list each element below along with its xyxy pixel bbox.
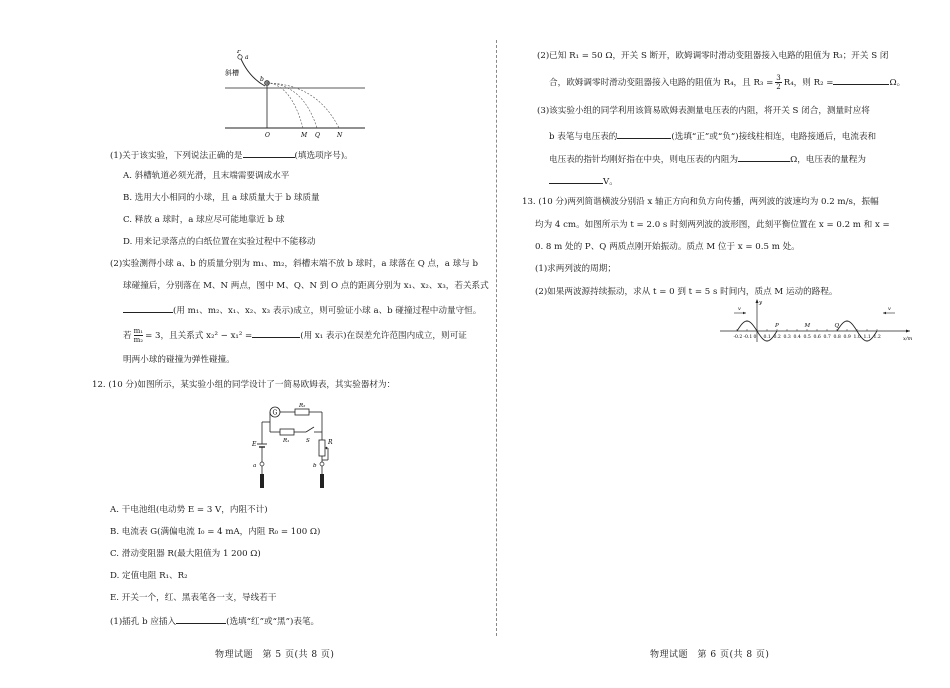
q11-part2-line5: 明两小球的碰撞为弹性碰撞。 (123, 355, 235, 365)
label-M: M (301, 132, 308, 139)
x-tick-label: -0.2 (733, 335, 743, 340)
x-tick-label: 0 (753, 335, 757, 340)
page-footer-right: 物理试题 第 6 页(共 8 页) (650, 650, 770, 660)
q11-option-c: C. 释放 a 球时，a 球应尽可能地靠近 b 球 (123, 215, 285, 225)
q11-part1-stem: (1)关于该实验，下列说法正确的是 (填选项序号)。 (110, 148, 353, 161)
right-page (500, 0, 950, 688)
q11-part2-line4: 若 $\frac{\text{m₁}}{\text{m₂}}$ = 3，且关系式 x₂² − x₁² = (用 x₁ 表示)在误差允许范围内成立，则可证 (123, 327, 467, 344)
q12-part1: (1)插孔 b 应插入 (选填“红”或“黑”)表笔。 (110, 614, 319, 627)
galvanometer-label: G (272, 409, 278, 417)
x-tick-label: 0.4 (793, 335, 801, 340)
q12-option-d: D. 定值电阻 R₁、R₂ (110, 571, 188, 581)
x-tick-label: 0.6 (813, 335, 821, 340)
q11-part2-line1: (2)实验测得小球 a、b 的质量分别为 m₁、m₂，斜槽末端不放 b 球时，a 球落在 Q 点，a 球与 b (110, 259, 479, 269)
answer-blank[interactable] (833, 75, 889, 85)
label-Q: Q (315, 132, 320, 139)
label-P: P (237, 50, 242, 55)
x-tick-label: 0.3 (783, 335, 791, 340)
x-axis-ticks (734, 329, 881, 340)
q13-part2: (2)如果两波源持续振动，求从 t = 0 到 t = 5 s 时间内，质点 M 运动的路程。 (535, 287, 838, 297)
mass-ratio-fraction: $\frac{\text{m₁}}{\text{m₂}}$ (133, 327, 144, 344)
answer-blank[interactable] (243, 148, 295, 158)
velocity-label-right: v (888, 306, 891, 312)
velocity-label-left: v (738, 306, 741, 312)
q11-option-b: B. 选用大小相同的小球，且 a 球质量大于 b 球质量 (123, 193, 320, 203)
ratio-fraction: $\frac{3}{2}$ (776, 74, 781, 91)
label-N: N (337, 132, 343, 139)
q12-part2-line2: 合，欧姆调零时滑动变阻器接入电路的阻值为 R₄，且 R₃ = $\frac{3}{2}$ R₄，则 R₂ = Ω。 (549, 74, 906, 91)
x-tick-label: 0.9 (843, 335, 851, 340)
q12-part3-line4: V。 (549, 174, 618, 187)
x-tick-label: 1.2 (873, 335, 881, 340)
rheostat-label: R (328, 439, 333, 446)
q12-part2-line1: (2)已知 R₁ = 50 Ω，开关 S 断开，欧姆调零时滑动变阻器接入电路的阻值为 R₃；开关 S 闭 (537, 51, 889, 61)
wave-diagram (720, 296, 915, 346)
x-tick-label: -0.1 (743, 335, 753, 340)
x-tick-label: 1.0 (853, 335, 861, 340)
q12-option-c: C. 滑动变阻器 R(最大阻值为 1 200 Ω) (110, 549, 261, 559)
r1-label: R₁ (283, 438, 290, 444)
battery-label: E (252, 441, 257, 448)
answer-blank[interactable] (176, 614, 226, 624)
answer-blank[interactable] (123, 303, 173, 313)
terminal-a-label: a (253, 463, 257, 469)
x-tick-label: 0.5 (803, 335, 811, 340)
x-tick-label: 0.7 (823, 335, 831, 340)
q12-stem: 12. (10 分)如图所示，某实验小组的同学设计了一简易欧姆表，其实验器材为： (92, 380, 396, 390)
switch-label: S (306, 438, 310, 444)
q12-part3-line1: (3)该实验小组的同学利用该简易欧姆表测量电压表的内阻，将开关 S 闭合，测量时应将 (537, 106, 870, 116)
label-a: a (245, 54, 249, 61)
ohmmeter-circuit (250, 400, 350, 492)
x-tick-label: 0.2 (773, 335, 781, 340)
x-tick-label: 0.1 (763, 335, 771, 340)
label-chute: 斜槽 (225, 69, 239, 77)
label-b: b (260, 76, 264, 83)
r2-label: R₂ (299, 403, 306, 409)
x-axis-unit: x/m (903, 336, 913, 342)
q12-option-a: A. 干电池组(电动势 E = 3 V，内阻不计) (110, 505, 268, 515)
q11-part2-line3: (用 m₁、m₂、x₁、x₂、x₃ 表示)成立，则可验证小球 a、b 碰撞过程中动量守恒。 (123, 303, 481, 316)
point-Q-label: Q (834, 323, 840, 329)
terminal-b-label: b (313, 463, 317, 469)
answer-blank[interactable] (738, 152, 790, 162)
x-tick-label: 0.8 (833, 335, 841, 340)
q12-part3-line3: 电压表的指针均刚好指在中央，则电压表的内阻为 Ω，电压表的量程为 (549, 152, 866, 165)
q12-option-b: B. 电流表 G(满偏电流 I₀ = 4 mA，内阻 R₀ = 100 Ω) (110, 527, 321, 537)
point-M-label: M (804, 323, 811, 329)
y-axis-label: y (759, 300, 763, 306)
q13-line3: 0. 8 m 处的 P、Q 两质点刚开始振动。质点 M 位于 x = 0.5 m 处。 (535, 242, 800, 252)
answer-blank[interactable] (617, 129, 671, 139)
q12-option-e: E. 开关一个，红、黑表笔各一支，导线若干 (110, 593, 277, 603)
q11-part2-line2: 球碰撞后，分别落在 M、N 两点，图中 M、Q、N 到 O 点的距离分别为 x₁、x₂、x₃，若关系式 (123, 281, 489, 291)
answer-blank[interactable] (549, 174, 603, 184)
q11-option-d: D. 用来记录落点的白纸位置在实验过程中不能移动 (123, 237, 316, 247)
page-footer-left: 物理试题 第 5 页(共 8 页) (215, 650, 335, 660)
point-P-label: P (775, 323, 779, 329)
q13-part1: (1)求两列波的周期； (535, 264, 616, 274)
answer-blank[interactable] (252, 328, 300, 338)
q12-part3-line2: b 表笔与电压表的 (选填“正”或“负”)接线柱相连，电路接通后，电流表和 (549, 129, 876, 142)
q11-option-a: A. 斜槽轨道必须光滑，且末端需要调成水平 (123, 171, 290, 181)
x-tick-label: 1.1 (863, 335, 871, 340)
label-O: O (265, 132, 270, 139)
chute-diagram (225, 50, 365, 142)
q13-line2: 均为 4 cm。如图所示为 t = 2.0 s 时刻两列波的波形图，此刻平衡位置在 x = 0.2 m 和 x = (535, 220, 890, 230)
q13-line1: 13. (10 分)两列简谐横波分别沿 x 轴正方向和负方向传播，两列波的波速均为 0.2 m/s，振幅 (522, 197, 879, 207)
